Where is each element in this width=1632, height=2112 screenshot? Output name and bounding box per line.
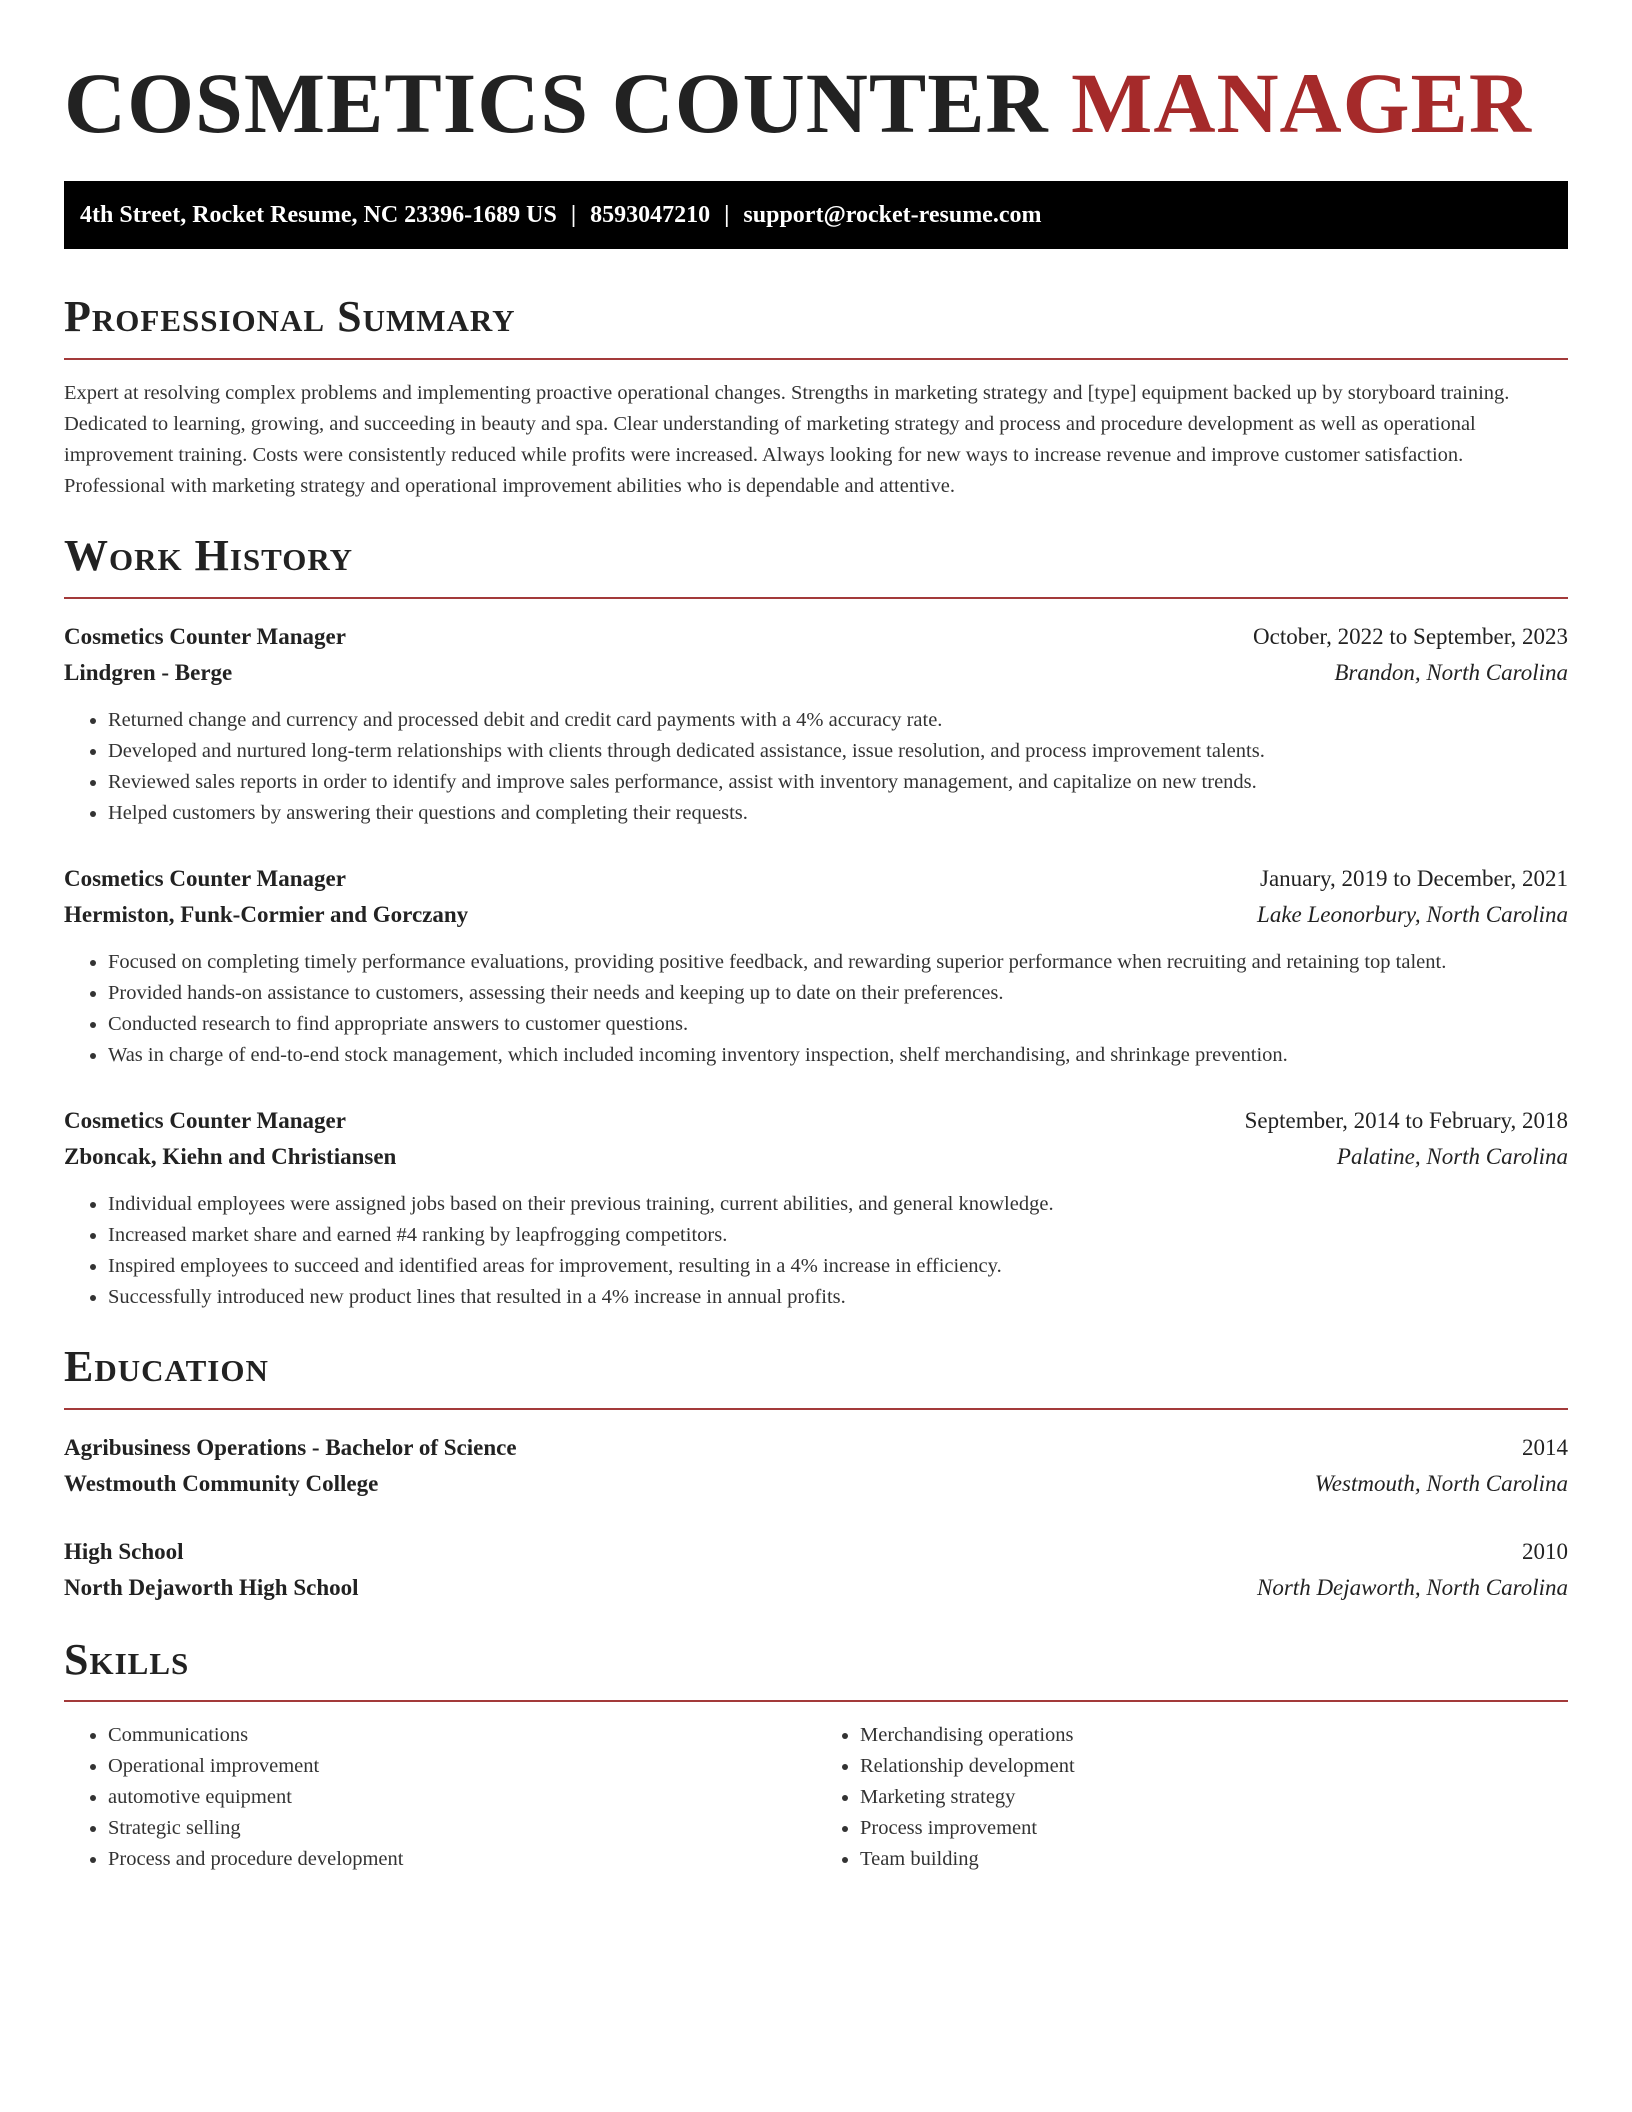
job-bullets (64, 1189, 1568, 1313)
job-bullet: • Reviewed sales reports in order to identify and improve sales performance, assist with inventory management, and capitalize on new trends. (108, 767, 1568, 798)
summary-heading: Professional Summary (64, 292, 516, 342)
skills-section (64, 1634, 1568, 1876)
title-main: COSMETICS COUNTER (64, 55, 1049, 151)
contact-address: 4th Street, Rocket Resume, NC 23396-1689 US (80, 201, 557, 228)
education-school: Westmouth Community College (64, 1470, 379, 1496)
skills-list-right (816, 1720, 1568, 1875)
job-bullet: • Increased market share and earned #4 ranking by leapfrogging competitors. (108, 1220, 1568, 1251)
job-dates: September, 2014 to February, 2018 (1244, 1107, 1568, 1133)
education-location: North Dejaworth, North Carolina (1257, 1574, 1568, 1600)
job-bullet: • Inspired employees to succeed and identified areas for improvement, resulting in a 4% increase in efficiency. (108, 1251, 1568, 1282)
skills-grid (64, 1720, 1568, 1875)
skill-item: • automotive equipment (108, 1782, 816, 1813)
resume-title (64, 0, 1568, 155)
education-degree: Agribusiness Operations - Bachelor of Science (64, 1434, 517, 1460)
section-divider (64, 1700, 1568, 1702)
job-location: Lake Leonorbury, North Carolina (1257, 901, 1568, 927)
job-dates: October, 2022 to September, 2023 (1253, 623, 1568, 649)
job-company: Lindgren - Berge (64, 659, 233, 685)
job-entry (64, 861, 1568, 1071)
job-title: Cosmetics Counter Manager (64, 1107, 346, 1133)
contact-email: support@rocket-resume.com (743, 201, 1042, 228)
skill-item: • Process and procedure development (108, 1844, 816, 1875)
skill-item: • Merchandising operations (860, 1720, 1568, 1751)
work-history-section (64, 530, 1568, 1313)
job-company: Hermiston, Funk-Cormier and Gorczany (64, 901, 469, 927)
job-entry (64, 1103, 1568, 1313)
section-divider (64, 358, 1568, 360)
job-bullet: • Individual employees were assigned jobs based on their previous training, current abilities, and general knowledge. (108, 1189, 1568, 1220)
skills-heading: Skills (64, 1634, 190, 1684)
section-divider (64, 1408, 1568, 1410)
work-history-heading: Work History (64, 530, 354, 580)
skill-item: • Operational improvement (108, 1751, 816, 1782)
job-bullet: • Provided hands-on assistance to customers, assessing their needs and keeping up to date on their preferences. (108, 978, 1568, 1009)
job-dates: January, 2019 to December, 2021 (1260, 865, 1568, 891)
job-bullet: • Developed and nurtured long-term relationships with clients through dedicated assistance, issue resolution, and process improvement talents. (108, 736, 1568, 767)
job-bullet: • Returned change and currency and processed debit and credit card payments with a 4% accuracy rate. (108, 705, 1568, 736)
job-bullets (64, 947, 1568, 1071)
education-section (64, 1341, 1568, 1606)
education-year: 2014 (1522, 1434, 1568, 1460)
job-bullet: • Conducted research to find appropriate answers to customer questions. (108, 1009, 1568, 1040)
contact-separator: | (724, 201, 730, 228)
education-heading: Education (64, 1341, 269, 1391)
job-company: Zboncak, Kiehn and Christiansen (64, 1143, 397, 1169)
job-title: Cosmetics Counter Manager (64, 865, 346, 891)
education-entry (64, 1430, 1568, 1502)
education-location: Westmouth, North Carolina (1314, 1470, 1568, 1496)
job-bullet: • Helped customers by answering their questions and completing their requests. (108, 798, 1568, 829)
job-location: Palatine, North Carolina (1336, 1143, 1568, 1169)
job-bullet: • Successfully introduced new product lines that resulted in a 4% increase in annual profits. (108, 1282, 1568, 1313)
job-bullet: • Focused on completing timely performance evaluations, providing positive feedback, and rewarding superior performance when recruiting and retaining top talent. (108, 947, 1568, 978)
job-entry (64, 619, 1568, 829)
job-bullets (64, 705, 1568, 829)
job-bullet: • Was in charge of end-to-end stock management, which included incoming inventory inspection, shelf merchandising, and shrinkage prevention. (108, 1040, 1568, 1071)
skill-item: • Process improvement (860, 1813, 1568, 1844)
summary-text: Expert at resolving complex problems and implementing proactive operational changes. Strengths in marketing strategy and [type] equipment backed up by storyboard training. Dedicated to learning, growing, and succeeding in beauty and spa. Clear understanding of marketing strategy and process and procedure development as well as operational improvement training. Costs were consistently reduced while profits were increased. Always looking for new ways to increase revenue and improve customer satisfaction. Professional with marketing strategy and operational improvement abilities who is dependable and attentive. (64, 381, 1510, 497)
summary-section (64, 291, 1568, 502)
education-degree: High School (64, 1538, 184, 1564)
education-entry (64, 1534, 1568, 1606)
skill-item: • Strategic selling (108, 1813, 816, 1844)
contact-separator: | (570, 201, 577, 228)
skills-list-left (64, 1720, 816, 1875)
job-location: Brandon, North Carolina (1334, 659, 1568, 685)
contact-phone: 8593047210 (590, 201, 711, 228)
education-year: 2010 (1522, 1538, 1568, 1564)
skill-item: • Marketing strategy (860, 1782, 1568, 1813)
skill-item: • Relationship development (860, 1751, 1568, 1782)
job-title: Cosmetics Counter Manager (64, 623, 346, 649)
contact-bar (64, 181, 1568, 249)
skill-item: • Team building (860, 1844, 1568, 1875)
section-divider (64, 597, 1568, 599)
skill-item: • Communications (108, 1720, 816, 1751)
education-school: North Dejaworth High School (64, 1574, 359, 1600)
title-accent: MANAGER (1071, 55, 1533, 151)
